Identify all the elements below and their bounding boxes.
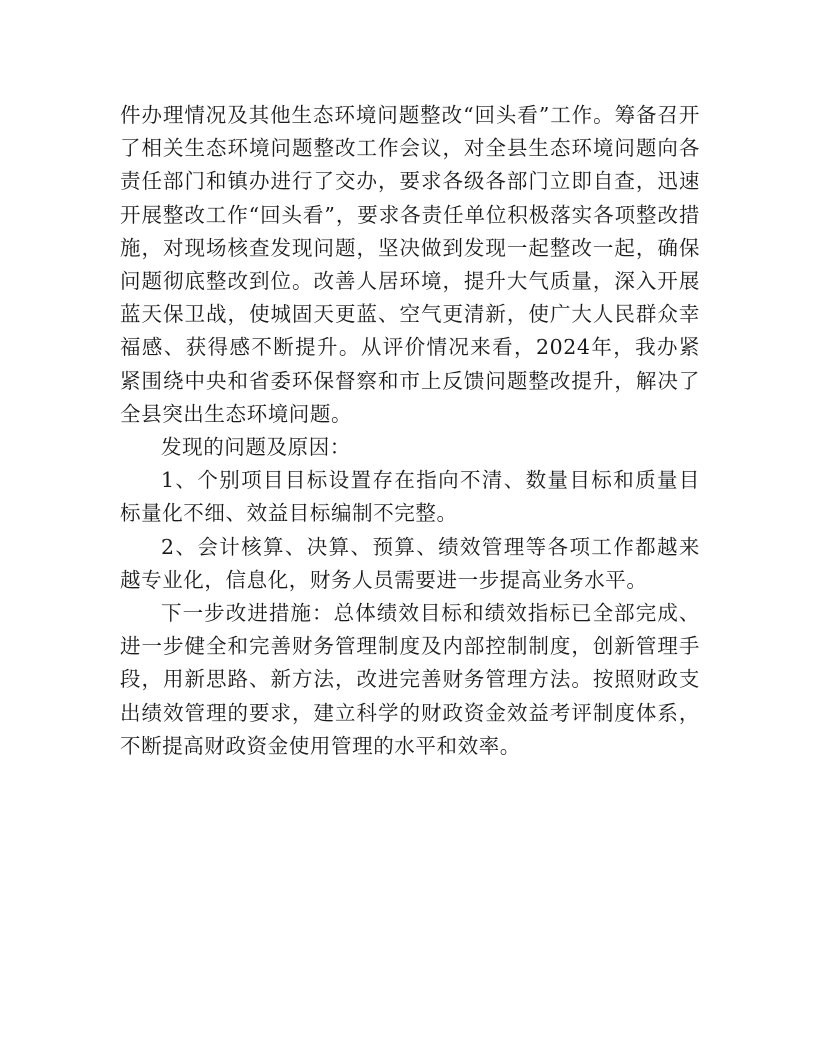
paragraph-problems-heading: 发现的问题及原因： [161,435,351,460]
document-body [120,99,700,763]
paragraph-improvement-measures: 下一步改进措施：总体绩效目标和绩效指标已全部完成、进一步健全和完善财务管理制度及内部控制制度，创新管理手段，用新思路、新方法，改进完善财务管理方法。按照财政支出绩效管理的要求，建立科学的财政资金效益考评制度体系，不断提高财政资金使用管理的水平和效率。 [120,601,700,758]
paragraph-continuation: 件办理情况及其他生态环境问题整改“回头看”工作。筹备召开了相关生态环境问题整改工作会议，对全县生态环境问题向各责任部门和镇办进行了交办，要求各级各部门立即自查，迅速开展整改工作“回头看”，要求各责任单位积极落实各项整改措施，对现场核查发现问题，坚决做到发现一起整改一起，确保问题彻底整改到位。改善人居环境，提升大气质量，深入开展蓝天保卫战，使城固天更蓝、空气更清新，使广大人民群众幸福感、获得感不断提升。从评价情况来看，2024年，我办紧紧围绕中央和省委环保督察和市上反馈问题整改提升，解决了全县突出生态环境问题。 [120,103,700,426]
paragraph-problem-1: 1、个别项目目标设置存在指向不清、数量目标和质量目标量化不细、效益目标编制不完整。 [120,468,700,526]
paragraph-problem-2: 2、会计核算、决算、预算、绩效管理等各项工作都越来越专业化，信息化，财务人员需要进一步提高业务水平。 [120,534,700,592]
